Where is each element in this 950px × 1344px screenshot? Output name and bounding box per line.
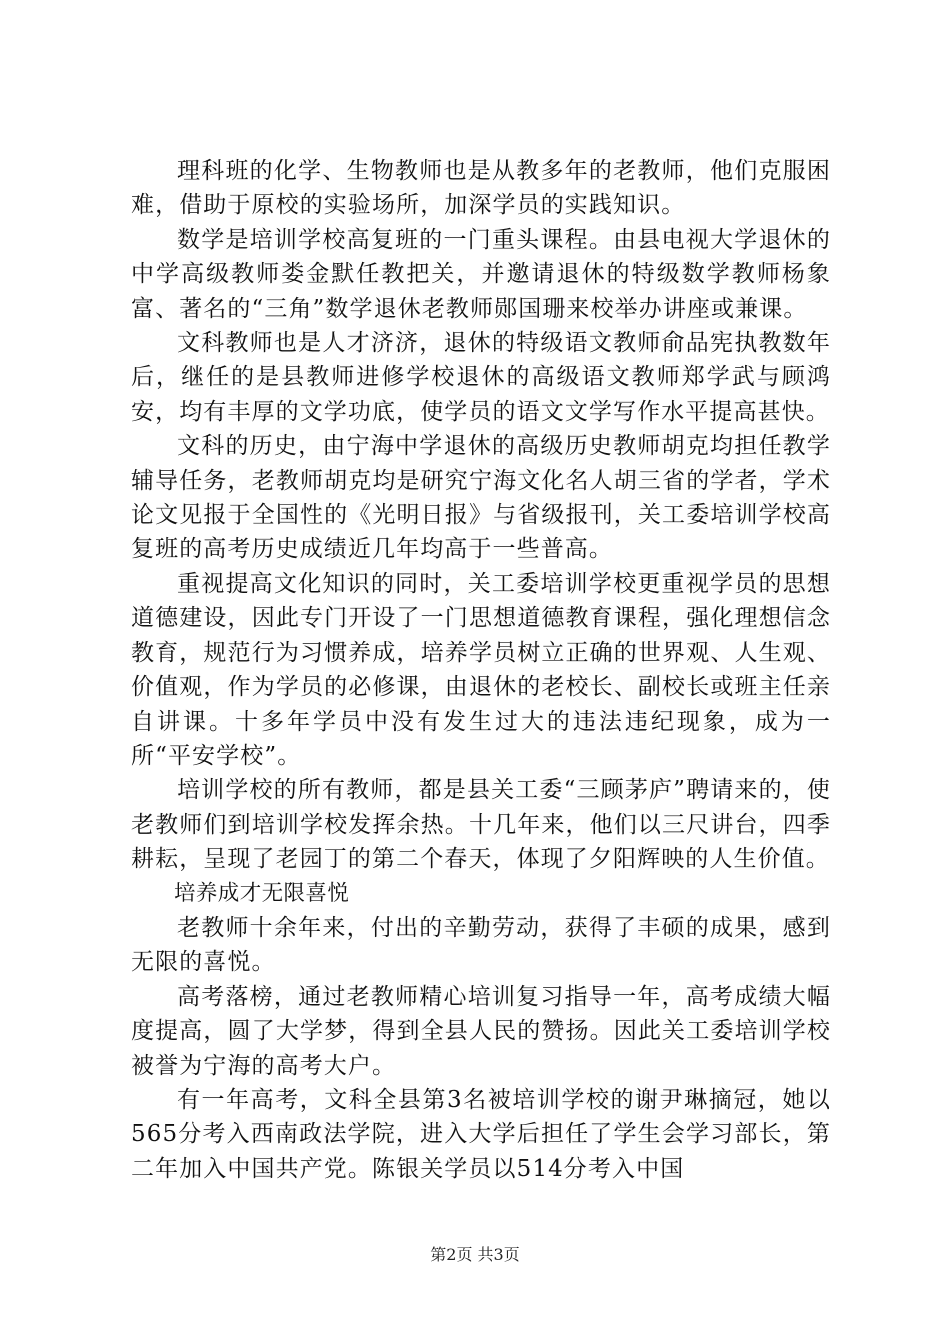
document-body [131,154,831,1186]
paragraph-exam-results: 高考落榜，通过老教师精心培训复习指导一年，高考成绩大幅度提高，圆了大学梦，得到全县人民的赞扬。因此关工委培训学校被誉为宁海的高考大户。 [131,983,831,1079]
paragraph-all-teachers: 培训学校的所有教师，都是县关工委“三顾茅庐”聘请来的，使老教师们到培训学校发挥余热。十几年来，他们以三尺讲台，四季耕耘，呈现了老园丁的第二个春天，体现了夕阳辉映的人生价值。 [131,777,831,873]
paragraph-top-student: 有一年高考，文科全县第3名被培训学校的谢尹琳摘冠，她以565分考入西南政法学院，进入大学后担任了学生会学习部长，第二年加入中国共产党。陈银关学员以514分考入中国 [131,1086,831,1182]
page-number-footer: 第2页 共3页 [430,1245,520,1264]
paragraph-liberal-arts-teachers: 文科教师也是人才济济，退休的特级语文教师俞品宪执教数年后，继任的是县教师进修学校退休的高级语文教师郑学武与顾鸿安，均有丰厚的文学功底，使学员的语文文学写作水平提高甚快。 [131,330,831,425]
section-heading: 培养成才无限喜悦 [174,880,350,906]
paragraph-history: 文科的历史，由宁海中学退休的高级历史教师胡克均担任教学辅导任务，老教师胡克均是研究宁海文化名人胡三省的学者，学术论文见报于全国性的《光明日报》与省级报刊，关工委培训学校高复班的高考历史成绩近几年均高于一些普高。 [131,433,831,563]
paragraph-joy: 老教师十余年来，付出的辛勤劳动，获得了丰硕的成果，感到无限的喜悦。 [131,914,831,976]
paragraph-moral-education: 重视提高文化知识的同时，关工委培训学校更重视学员的思想道德建设，因此专门开设了一门思想道德教育课程，强化理想信念教育，规范行为习惯养成，培养学员树立正确的世界观、人生观、价值观，作为学员的必修课，由退休的老校长、副校长或班主任亲自讲课。十多年学员中没有发生过大的违法违纪现象，成为一所“平安学校”。 [131,570,831,769]
paragraph-science-teachers: 理科班的化学、生物教师也是从教多年的老教师，他们克服困难，借助于原校的实验场所，加深学员的实践知识。 [131,158,831,219]
paragraph-math-course: 数学是培训学校高复班的一门重头课程。由县电视大学退休的中学高级教师娄金默任教把关，并邀请退休的特级数学教师杨象富、著名的“三角”数学退休老教师郧国珊来校举办讲座或兼课。 [131,226,831,322]
